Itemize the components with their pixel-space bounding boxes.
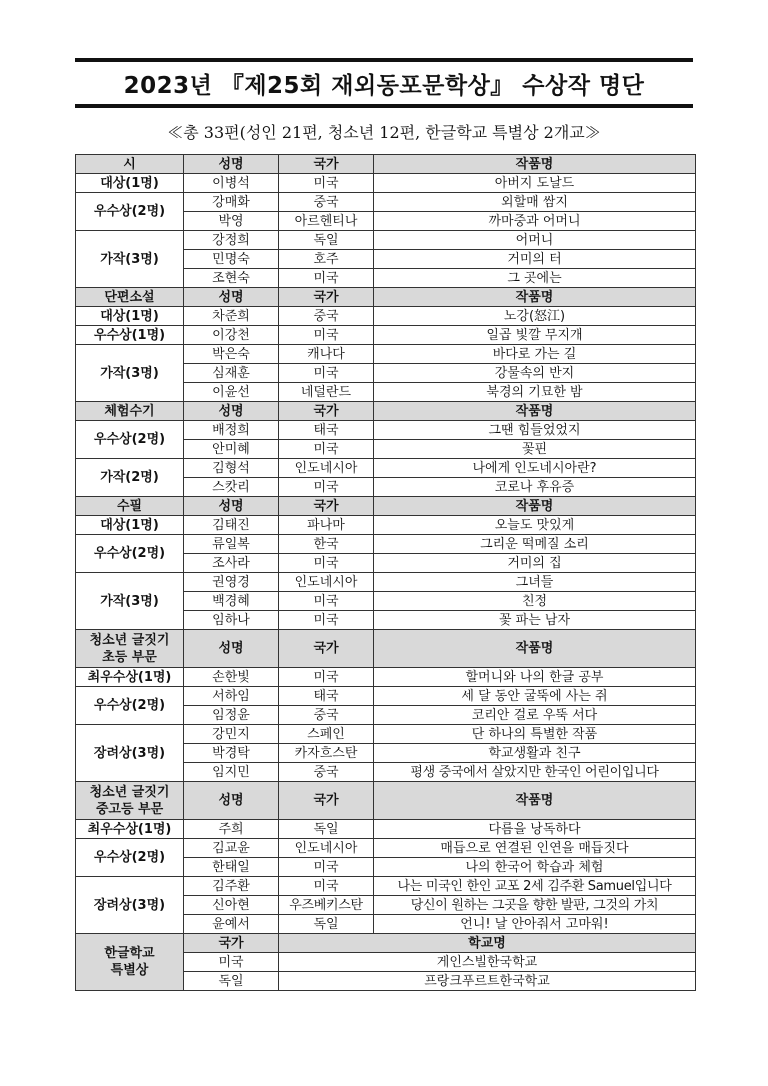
col-country: 국가: [279, 288, 374, 307]
col-work: 작품명: [374, 288, 696, 307]
winner-country: 태국: [279, 687, 374, 706]
table-row-hangul-header: [76, 934, 696, 953]
winner-country: 미국: [279, 440, 374, 459]
section-label: [76, 934, 184, 991]
table-row: [76, 839, 696, 858]
winner-country: 인도네시아: [279, 839, 374, 858]
winner-country: 미국: [279, 858, 374, 877]
col-work: 작품명: [374, 497, 696, 516]
work-title: 강물속의 반지: [374, 364, 696, 383]
winner-country: 중국: [279, 763, 374, 782]
col-name: 성명: [184, 782, 279, 820]
section-label-line2: 초등 부문: [102, 649, 157, 665]
winner-name: 권영경: [184, 573, 279, 592]
work-title: 친정: [374, 592, 696, 611]
winner-country: 미국: [279, 364, 374, 383]
work-title: 꽃 파는 남자: [374, 611, 696, 630]
table-row: [76, 687, 696, 706]
award-label: 최우수상(1명): [76, 668, 184, 687]
table-row: [76, 459, 696, 478]
work-title: 그리운 떡메질 소리: [374, 535, 696, 554]
winner-name: 스캇리: [184, 478, 279, 497]
col-work: 작품명: [374, 155, 696, 174]
work-title: 그땐 힘들었었지: [374, 421, 696, 440]
award-label: 우수상(2명): [76, 421, 184, 459]
section-header-youth-secondary: [76, 782, 696, 820]
work-title: 일곱 빛깔 무지개: [374, 326, 696, 345]
winner-name: 신아현: [184, 896, 279, 915]
section-label-line1: 청소년 글짓기: [89, 784, 170, 800]
winner-country: 태국: [279, 421, 374, 440]
winner-name: 손한빛: [184, 668, 279, 687]
table-row: [76, 421, 696, 440]
col-name: 성명: [184, 155, 279, 174]
winner-country: 미국: [279, 611, 374, 630]
winner-country: 독일: [279, 915, 374, 934]
winner-country: 미국: [279, 668, 374, 687]
winner-country: 카자흐스탄: [279, 744, 374, 763]
work-title: 나는 미국인 한인 교포 2세 김주환 Samuel입니다: [374, 877, 696, 896]
section-label: 수필: [76, 497, 184, 516]
winner-name: 심재훈: [184, 364, 279, 383]
col-country: 국가: [279, 402, 374, 421]
work-title: 아버지 도날드: [374, 174, 696, 193]
winner-name: 강정희: [184, 231, 279, 250]
winner-name: 이윤선: [184, 383, 279, 402]
winner-country: 미국: [279, 326, 374, 345]
winner-name: 강매화: [184, 193, 279, 212]
winner-name: 임정윤: [184, 706, 279, 725]
awards-table: [75, 154, 696, 991]
work-title: 나의 한국어 학습과 체험: [374, 858, 696, 877]
award-label: 대상(1명): [76, 307, 184, 326]
winner-name: 임하나: [184, 611, 279, 630]
winner-country: 네덜란드: [279, 383, 374, 402]
winner-name: 김태진: [184, 516, 279, 535]
winner-name: 강민지: [184, 725, 279, 744]
winner-name: 조사라: [184, 554, 279, 573]
award-label: 우수상(2명): [76, 535, 184, 573]
col-country: 국가: [279, 497, 374, 516]
col-country: 국가: [184, 934, 279, 953]
work-title: 언니! 날 안아줘서 고마워!: [374, 915, 696, 934]
section-label: [76, 630, 184, 668]
winner-country: 독일: [279, 820, 374, 839]
winner-country: 독일: [279, 231, 374, 250]
winner-name: 주희: [184, 820, 279, 839]
winner-name: 배정희: [184, 421, 279, 440]
winner-country: 미국: [279, 478, 374, 497]
section-header-youth-elementary: [76, 630, 696, 668]
work-title: 거미의 터: [374, 250, 696, 269]
winner-country: 중국: [279, 307, 374, 326]
award-label: 가작(2명): [76, 459, 184, 497]
winner-name: 류일복: [184, 535, 279, 554]
award-label: 장려상(3명): [76, 877, 184, 934]
table-row: [76, 345, 696, 364]
section-header-memoir: [76, 402, 696, 421]
col-work: 작품명: [374, 630, 696, 668]
winner-country: 스페인: [279, 725, 374, 744]
work-title: 그 곳에는: [374, 269, 696, 288]
col-name: 성명: [184, 288, 279, 307]
winner-country: 미국: [279, 877, 374, 896]
winner-country: 미국: [279, 592, 374, 611]
table-row: [76, 174, 696, 193]
award-label: 장려상(3명): [76, 725, 184, 782]
winner-name: 윤예서: [184, 915, 279, 934]
award-label: 우수상(2명): [76, 839, 184, 877]
table-row: [76, 725, 696, 744]
winner-name: 김주환: [184, 877, 279, 896]
work-title: 바다로 가는 길: [374, 345, 696, 364]
award-label: 우수상(2명): [76, 687, 184, 725]
award-label: 대상(1명): [76, 516, 184, 535]
table-row: [76, 231, 696, 250]
work-title: 평생 중국에서 살았지만 한국인 어린이입니다: [374, 763, 696, 782]
page-title: 2023년 『제25회 재외동포문학상』 수상작 명단: [123, 72, 645, 99]
col-country: 국가: [279, 782, 374, 820]
award-label: 대상(1명): [76, 174, 184, 193]
col-name: 성명: [184, 497, 279, 516]
winner-country: 한국: [279, 535, 374, 554]
work-title: 세 달 동안 굴뚝에 사는 쥐: [374, 687, 696, 706]
winner-name: 박영: [184, 212, 279, 231]
winner-country: 인도네시아: [279, 573, 374, 592]
table-row: [76, 668, 696, 687]
work-title: 외할매 쌈지: [374, 193, 696, 212]
work-title: 나에게 인도네시아란?: [374, 459, 696, 478]
work-title: 오늘도 맛있게: [374, 516, 696, 535]
table-row: [76, 573, 696, 592]
winner-country: 미국: [279, 554, 374, 573]
work-title: 꽃핀: [374, 440, 696, 459]
school-name: 게인스빌한국학교: [279, 953, 696, 972]
section-label: 체험수기: [76, 402, 184, 421]
col-country: 국가: [279, 155, 374, 174]
work-title: 거미의 집: [374, 554, 696, 573]
winner-country: 아르헨티나: [279, 212, 374, 231]
winner-country: 미국: [279, 174, 374, 193]
winner-name: 한태일: [184, 858, 279, 877]
col-name: 성명: [184, 630, 279, 668]
section-header-short-story: [76, 288, 696, 307]
winner-name: 박경탁: [184, 744, 279, 763]
title-bar: [75, 58, 693, 108]
section-header-essay: [76, 497, 696, 516]
table-row: [76, 820, 696, 839]
work-title: 단 하나의 특별한 작품: [374, 725, 696, 744]
winner-country: 인도네시아: [279, 459, 374, 478]
table-row: [76, 516, 696, 535]
award-label: 우수상(1명): [76, 326, 184, 345]
winner-name: 백경혜: [184, 592, 279, 611]
school-country: 독일: [184, 972, 279, 991]
winner-country: 파나마: [279, 516, 374, 535]
winner-name: 서하임: [184, 687, 279, 706]
winner-name: 이강천: [184, 326, 279, 345]
table-row: [76, 326, 696, 345]
section-label-line2: 중고등 부문: [95, 801, 164, 817]
work-title: 코리안 걸로 우뚝 서다: [374, 706, 696, 725]
section-label: 시: [76, 155, 184, 174]
col-work: 작품명: [374, 782, 696, 820]
winner-name: 조현숙: [184, 269, 279, 288]
col-name: 성명: [184, 402, 279, 421]
school-country: 미국: [184, 953, 279, 972]
award-label: 가작(3명): [76, 573, 184, 630]
table-row: [76, 193, 696, 212]
work-title: 그녀들: [374, 573, 696, 592]
work-title: 다름을 낭독하다: [374, 820, 696, 839]
work-title: 노강(怒江): [374, 307, 696, 326]
school-name: 프랑크푸르트한국학교: [279, 972, 696, 991]
award-label: 최우수상(1명): [76, 820, 184, 839]
winner-name: 김교윤: [184, 839, 279, 858]
winner-name: 임지민: [184, 763, 279, 782]
section-label-line1: 한글학교: [104, 946, 155, 961]
winner-name: 민명숙: [184, 250, 279, 269]
col-school: 학교명: [279, 934, 696, 953]
work-title: 할머니와 나의 한글 공부: [374, 668, 696, 687]
section-label-line1: 청소년 글짓기: [89, 632, 170, 648]
award-label: 우수상(2명): [76, 193, 184, 231]
table-row: [76, 535, 696, 554]
winner-name: 이병석: [184, 174, 279, 193]
work-title: 매듭으로 연결된 인연을 매듭짓다: [374, 839, 696, 858]
section-label: 단편소설: [76, 288, 184, 307]
award-label: 가작(3명): [76, 231, 184, 288]
work-title: 까마중과 어머니: [374, 212, 696, 231]
winner-name: 김형석: [184, 459, 279, 478]
table-row: [76, 307, 696, 326]
winner-country: 미국: [279, 269, 374, 288]
winner-country: 호주: [279, 250, 374, 269]
work-title: 당신이 원하는 그곳을 향한 발판, 그것의 가치: [374, 896, 696, 915]
winner-name: 박은숙: [184, 345, 279, 364]
work-title: 코로나 후유증: [374, 478, 696, 497]
table-row: [76, 877, 696, 896]
award-label: 가작(3명): [76, 345, 184, 402]
winner-country: 중국: [279, 706, 374, 725]
winner-name: 차준희: [184, 307, 279, 326]
section-label-line2: 특별상: [110, 963, 149, 978]
winner-country: 우즈베키스탄: [279, 896, 374, 915]
col-country: 국가: [279, 630, 374, 668]
section-header-poetry: [76, 155, 696, 174]
section-label: [76, 782, 184, 820]
work-title: 학교생활과 친구: [374, 744, 696, 763]
winner-name: 안미혜: [184, 440, 279, 459]
winner-country: 중국: [279, 193, 374, 212]
work-title: 북경의 기묘한 밤: [374, 383, 696, 402]
winner-country: 캐나다: [279, 345, 374, 364]
work-title: 어머니: [374, 231, 696, 250]
page-subtitle: ≪총 33편(성인 21편, 청소년 12편, 한글학교 특별상 2개교≫: [167, 123, 601, 142]
col-work: 작품명: [374, 402, 696, 421]
